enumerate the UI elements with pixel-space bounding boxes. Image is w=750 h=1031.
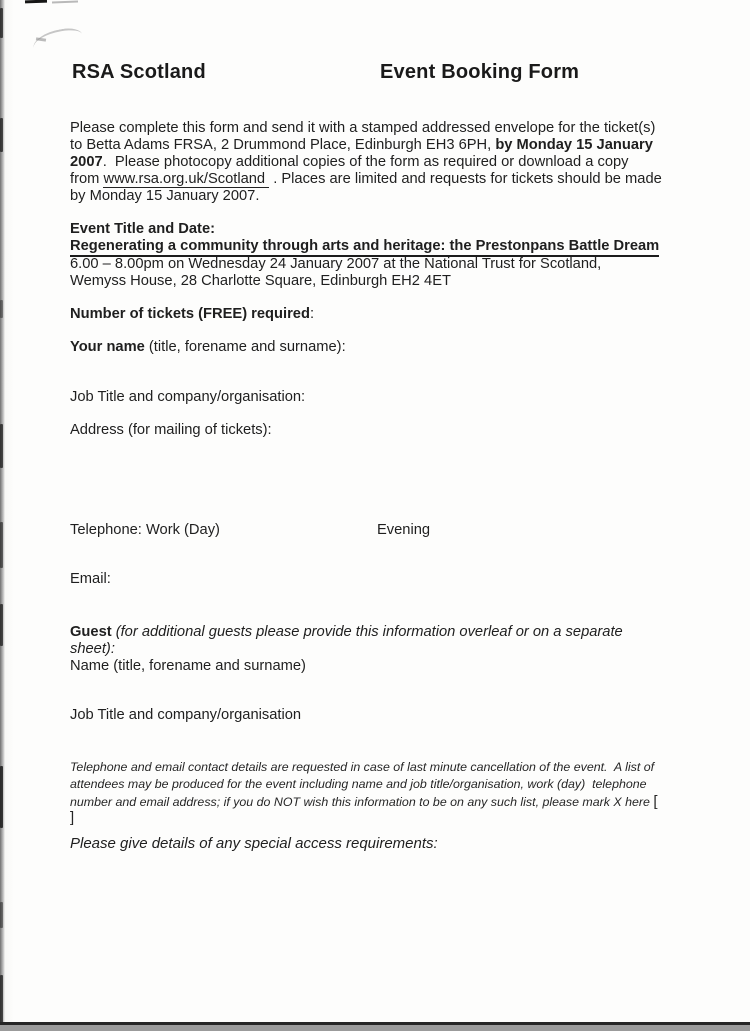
- intro-line-5: [70, 188, 259, 205]
- event-when-line-2: Wemyss House, 28 Charlotte Square, Edinburgh EH2 4ET: [70, 273, 451, 289]
- scan-edge-dash: [0, 118, 3, 152]
- privacy-note-line-2: attendees may be produced for the event including name and job title/organisation, work (day) telephone: [70, 777, 647, 791]
- scan-edge-dash: [0, 604, 3, 646]
- tickets-label-colon: :: [309, 306, 315, 322]
- privacy-note-line-3: [70, 793, 658, 811]
- optout-open-bracket: [: [653, 793, 658, 810]
- name-label-bold: Your name: [70, 339, 145, 355]
- privacy-note-line-1: Telephone and email contact details are requested in case of last minute cancellation of the event. A list of: [70, 760, 655, 774]
- phone-evening-field-label: Evening: [377, 522, 431, 538]
- scan-left-edge-artifact: [0, 0, 5, 1031]
- intro-text: Please complete this form and send it with a stamped addressed envelope for the ticket(s): [70, 120, 656, 136]
- scan-edge-dash: [0, 522, 3, 568]
- scan-top-corner-mark: [25, 0, 47, 3]
- job-title-field-label: Job Title and company/organisation:: [70, 389, 306, 405]
- intro-line-4: [70, 171, 662, 188]
- event-when-line-1: 6.00 – 8.00pm on Wednesday 24 January 2007 at the National Trust for Scotland,: [70, 256, 602, 272]
- optout-close-bracket: ]: [70, 809, 75, 826]
- guest-job-title-field-label: Job Title and company/organisation: [70, 707, 302, 723]
- event-title: Regenerating a community through arts and heritage: the Prestonpans Battle Dream: [70, 238, 659, 257]
- scan-edge-dash: [0, 424, 3, 468]
- intro-text: to Betta Adams FRSA, 2 Drummond Place, Edinburgh EH3 6PH,: [70, 137, 496, 153]
- event-title-line: [70, 238, 659, 255]
- access-requirements-label: Please give details of any special access requirements:: [70, 835, 438, 852]
- email-field-label: Email:: [70, 571, 111, 587]
- name-label-rest: (title, forename and surname):: [144, 339, 346, 355]
- guest-label-bold: Guest: [70, 624, 112, 640]
- scan-edge-dash: [0, 902, 3, 928]
- guest-heading-line-1: [70, 624, 623, 641]
- scan-edge-dash: [0, 766, 3, 828]
- scan-edge-dash: [0, 300, 3, 318]
- guest-heading-line-2: sheet):: [70, 641, 115, 657]
- form-title: Event Booking Form: [380, 61, 580, 83]
- intro-text: from: [70, 171, 104, 187]
- guest-note-italic: (for additional guests please provide this information overleaf or on a separate: [111, 624, 623, 640]
- address-field-label: Address (for mailing of tickets):: [70, 422, 272, 438]
- intro-text: . Places are limited and requests for tickets should be made: [269, 171, 662, 187]
- scan-bottom-shadow: [0, 1025, 750, 1031]
- intro-line-2: [70, 137, 653, 154]
- intro-line-3: [70, 154, 629, 171]
- rsa-scotland-url: www.rsa.org.uk/Scotland: [103, 171, 269, 188]
- scan-edge-dash: [0, 975, 3, 1025]
- scan-top-corner-mark-faint: [52, 1, 78, 4]
- intro-text: . Please photocopy additional copies of the form as required or download a copy: [102, 154, 629, 170]
- tickets-label-bold: Number of tickets (FREE) required: [70, 306, 310, 322]
- intro-text: by Monday 15 January 2007.: [70, 188, 260, 204]
- tickets-field-label: [70, 306, 314, 323]
- name-field-label: [70, 339, 346, 356]
- scan-edge-dash: [0, 8, 3, 38]
- phone-work-field-label: Telephone: Work (Day): [70, 522, 220, 538]
- guest-name-field-label: Name (title, forename and surname): [70, 658, 306, 674]
- deadline-bold: by Monday 15 January: [495, 137, 653, 153]
- intro-line-1: [70, 120, 655, 137]
- privacy-note-text: number and email address; if you do NOT wish this information to be on any such list, please mark X here: [70, 795, 654, 809]
- deadline-bold-year: 2007: [70, 154, 103, 170]
- org-title: RSA Scotland: [72, 61, 206, 83]
- event-heading: Event Title and Date:: [70, 221, 216, 237]
